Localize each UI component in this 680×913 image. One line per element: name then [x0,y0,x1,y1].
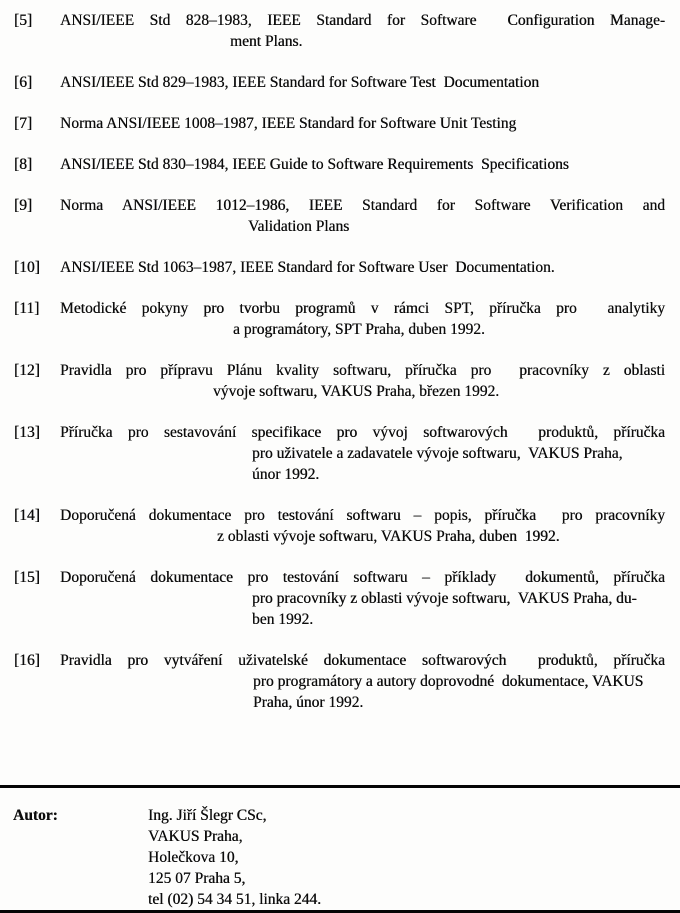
divider-top [0,785,680,788]
reference-text [60,298,665,340]
reference-line: únor 1992. [252,466,320,483]
reference-line: Doporučená dokumentace pro testování softwaru – příklady dokumentů, příručka [60,569,665,586]
reference-item [14,154,665,175]
author-section [0,785,680,910]
reference-line: pro pracovníky z oblasti vývoje softwaru, VAKUS Praha, du- [252,590,637,607]
reference-item [14,195,665,237]
reference-line: Praha, únor 1992. [253,694,364,711]
reference-line: ANSI/IEEE Std 829–1983, IEEE Standard for Software Test Documentation [60,74,540,91]
reference-text [60,72,665,93]
reference-line: ANSI/IEEE Std 828–1983, IEEE Standard for Software Configuration Manage- [60,12,665,29]
reference-number: [12] [14,362,40,379]
reference-line: vývoje softwaru, VAKUS Praha, březen 1992. [213,383,500,400]
reference-line: Validation Plans [248,218,350,235]
author-address [148,805,321,910]
author-phone: tel (02) 54 34 51, linka 244. [148,891,322,908]
reference-number: [8] [14,156,33,173]
reference-text [60,360,665,402]
reference-line: ANSI/IEEE Std 830–1984, IEEE Guide to Software Requirements Specifications [60,156,569,173]
reference-item [14,113,665,134]
reference-line: ANSI/IEEE Std 1063–1987, IEEE Standard for Software User Documentation. [60,259,555,276]
reference-number: [15] [14,569,40,586]
reference-text [60,505,665,547]
reference-line: Metodické pokyny pro tvorbu programů v rámci SPT, příručka pro analytiky [60,300,665,317]
reference-text [60,422,665,485]
author-company: VAKUS Praha, [148,828,243,845]
reference-line: Doporučená dokumentace pro testování softwaru – popis, příručka pro pracovníky [60,507,665,524]
reference-item [14,650,665,713]
reference-number: [16] [14,652,40,669]
reference-item [14,567,665,630]
author-street: Holečkova 10, [148,849,239,866]
reference-item [14,360,665,402]
reference-item [14,72,665,93]
reference-line: ment Plans. [230,33,303,50]
author-city: 125 07 Praha 5, [148,870,246,887]
author-block [0,805,680,910]
reference-number: [7] [14,115,33,132]
reference-line: pro programátory a autory doprovodné dokumentace, VAKUS [253,673,644,690]
reference-line: Norma ANSI/IEEE 1012–1986, IEEE Standard for Software Verification and [60,197,665,214]
reference-line: Pravidla pro přípravu Plánu kvality softwaru, příručka pro pracovníky z oblasti [60,362,665,379]
reference-line: pro uživatele a zadavatele vývoje softwaru, VAKUS Praha, [252,445,623,462]
reference-number: [10] [14,259,40,276]
reference-line: Příručka pro sestavování specifikace pro vývoj softwarových produktů, příručka [60,424,665,441]
reference-text [60,195,665,237]
reference-text [60,650,665,713]
author-label: Autor: [13,807,58,824]
reference-text [60,113,665,134]
reference-line: z oblasti vývoje softwaru, VAKUS Praha, duben 1992. [217,528,560,545]
reference-text [60,10,665,52]
reference-number: [5] [14,12,33,29]
reference-item [14,505,665,547]
reference-line: a programátory, SPT Praha, duben 1992. [233,321,485,338]
reference-number: [9] [14,197,33,214]
reference-number: [13] [14,424,40,441]
reference-text [60,567,665,630]
reference-item [14,422,665,485]
reference-text [60,154,665,175]
reference-number: [6] [14,74,33,91]
reference-item [14,257,665,278]
reference-line: ben 1992. [252,611,314,628]
reference-number: [11] [14,300,40,317]
reference-item [14,10,665,52]
author-name: Ing. Jiří Šlegr CSc, [148,807,267,824]
reference-item [14,298,665,340]
reference-number: [14] [14,507,40,524]
reference-line: Norma ANSI/IEEE 1008–1987, IEEE Standard for Software Unit Testing [60,115,517,132]
reference-line: Pravidla pro vytváření uživatelské dokumentace softwarových produktů, příručka [60,652,665,669]
reference-text [60,257,665,278]
